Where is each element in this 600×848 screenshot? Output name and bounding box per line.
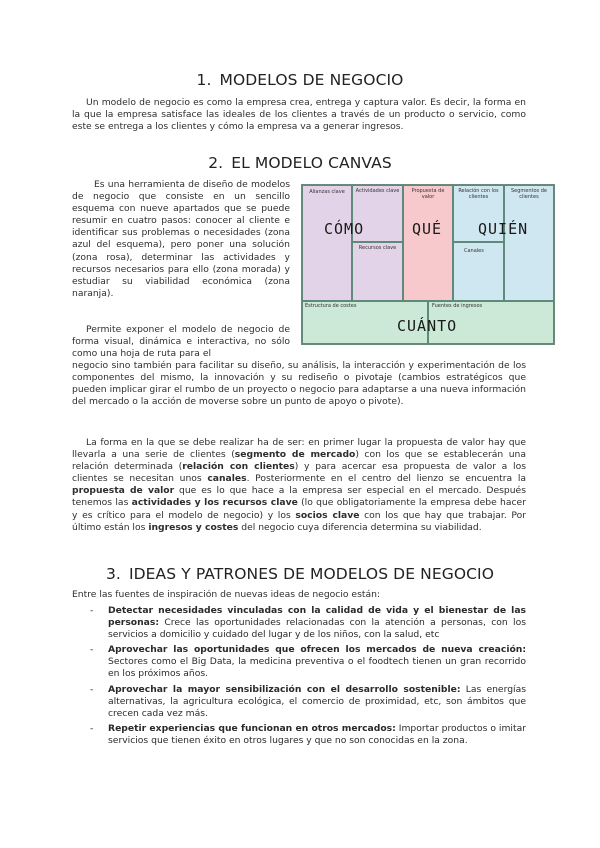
list-bullet: -: [90, 683, 94, 695]
p3-bold-segmento: segmento de mercado: [234, 449, 356, 461]
canvas-label-relacion: Relación con los clientes: [458, 188, 499, 200]
section-3-heading: [0, 565, 600, 583]
canvas-label-alianzas: Alianzas clave: [309, 189, 345, 195]
section-1-number: 1.: [196, 71, 212, 89]
section-3-number: 3.: [105, 565, 121, 583]
business-model-canvas-diagram: [301, 184, 555, 345]
p3-bold-actividades: actividades y los recursos clave: [131, 497, 298, 509]
list-item-text: Crece las oportunidades relacionadas con la atención a personas, con los servicios a domicilio y cuidado del lugar y de los niños, con la salud, etc: [108, 617, 526, 641]
section-1-heading: [0, 71, 600, 89]
section-1-title: MODELOS DE NEGOCIO: [219, 71, 404, 89]
list-item: [90, 723, 526, 747]
section-2-title: EL MODELO CANVAS: [231, 154, 392, 172]
canvas-label-propuesta: Propuesta de valor: [411, 188, 445, 200]
canvas-label-recursos: Recursos clave: [358, 245, 397, 251]
p3-text-7: con los que hay que trabajar. Por último están los: [72, 509, 526, 533]
p3-text-1: La forma en la que se debe realizar ha de ser: en primer lugar la propuesta de valor hay que llevarla a una serie de clientes (: [72, 437, 526, 461]
section-2-number: 2.: [208, 154, 224, 172]
list-bullet: -: [90, 644, 94, 656]
canvas-label-costes: Estructura de costes: [305, 303, 357, 309]
canvas-label-ingresos: Fuentes de ingresos: [432, 303, 483, 309]
section-3-title: IDEAS Y PATRONES DE MODELOS DE NEGOCIO: [128, 565, 495, 583]
canvas-word-quien: QUIÉN: [478, 220, 529, 238]
p3-text-5: que es lo que hace a la empresa ser especial en el mercado. Después tenemos las: [72, 485, 526, 509]
list-item-title: Detectar necesidades vinculadas con la calidad de vida y el bienestar de las personas:: [108, 605, 526, 629]
list-bullet: -: [90, 722, 94, 734]
ideas-list: [90, 605, 526, 750]
canvas-word-como: CÓMO: [324, 220, 365, 238]
list-item-text: Las energías alternativas, la agricultura ecológica, el comercio de proximidad, etc, son ámbitos que crecen cada vez más.: [108, 683, 527, 719]
list-item: [90, 605, 526, 641]
section-3-intro: Entre las fuentes de inspiración de nuevas ideas de negocio están:: [72, 589, 381, 600]
canvas-cell-segmentos: [504, 185, 554, 301]
list-bullet: -: [90, 605, 94, 616]
canvas-label-actividades: Actividades clave: [355, 188, 400, 194]
p3-text-4: . Posteriormente en el centro del lienzo se encuentra la: [246, 473, 526, 485]
p3-bold-socios: socios clave: [295, 509, 360, 521]
canvas-cell-propuesta: [403, 185, 453, 301]
list-item-title: Aprovechar la mayor sensibilización con el desarrollo sostenible:: [108, 683, 461, 695]
section-2-intro-paragraph: Es una herramienta de diseño de modelos de negocio que consiste en un sencillo esquema con nueve apartados que se puede resumir en cuatro pasos: conocer al cliente e identificar sus problemas o necesidades (zona azul del esquema), pero poner una solución (zona rosa), determinar las actividades y recursos necesarios para ello (zona morada) y estudiar su viabilidad económica (zona naranja).: [72, 179, 290, 299]
canvas-label-canales: Canales: [464, 248, 484, 254]
list-item-text: Importar productos o imitar servicios que tienen éxito en otros lugares y que no son conocidas en la zona.: [108, 722, 526, 746]
p3-text-6: (lo que obligatoriamente la empresa debe hacer y es crítico para el modelo de negocio) y los: [72, 497, 526, 521]
list-item: [90, 684, 526, 720]
section-2-paragraph-3: [72, 437, 526, 534]
p3-bold-propuesta: propuesta de valor: [72, 485, 175, 497]
p3-text-8: del negocio cuya diferencia determina su viabilidad.: [238, 521, 482, 533]
list-item-title: Repetir experiencias que funcionan en otros mercados:: [108, 722, 396, 734]
list-item: [90, 644, 526, 680]
section-2-heading: [0, 154, 600, 172]
canvas-word-cuanto: CUÁNTO: [397, 317, 458, 335]
list-item-title: Aprovechar las oportunidades que ofrecen los mercados de nueva creación:: [108, 644, 526, 656]
p3-bold-relacion: relación con clientes: [182, 461, 295, 473]
canvas-word-que: QUÉ: [412, 220, 443, 238]
canvas-cell-alianzas: [302, 185, 352, 301]
p3-bold-ingresos: ingresos y costes: [148, 521, 239, 533]
p3-text-3: ) y para acercar esa propuesta de valor a los clientes se necesitan unos: [72, 461, 526, 485]
list-item-text: Sectores como el Big Data, la medicina preventiva o el foodtech tienen un gran recorrido en los próximos años.: [108, 656, 526, 680]
canvas-label-segmentos: Segmentos de clientes: [510, 188, 547, 200]
section-2-paragraph-2b: negocio sino también para facilitar su diseño, su análisis, la interacción y experimentación de los componentes del mismo, la innovación y su rediseño o pivotaje (cambios estratégicos que pueden implicar girar el rumbo de un proyecto o negocio para adaptarse a una nueva información del mercado o la acción de moverse sobre un punto de apoyo o pivote).: [72, 360, 526, 408]
p3-bold-canales: canales: [207, 473, 247, 485]
section-1-paragraph: Un modelo de negocio es como la empresa crea, entrega y captura valor. Es decir, la forma en la que la empresa satisface las ideales de los clientes a través de un producto o servicio, como este se entrega a los clientes y cómo la empresa va a generar ingresos.: [72, 97, 526, 133]
p3-text-2: ) con los que se establecerán una relación determinada (: [72, 449, 526, 473]
section-2-paragraph-2a: Permite exponer el modelo de negocio de forma visual, dinámica e interactiva, no sólo como una hoja de ruta para el: [72, 324, 290, 360]
